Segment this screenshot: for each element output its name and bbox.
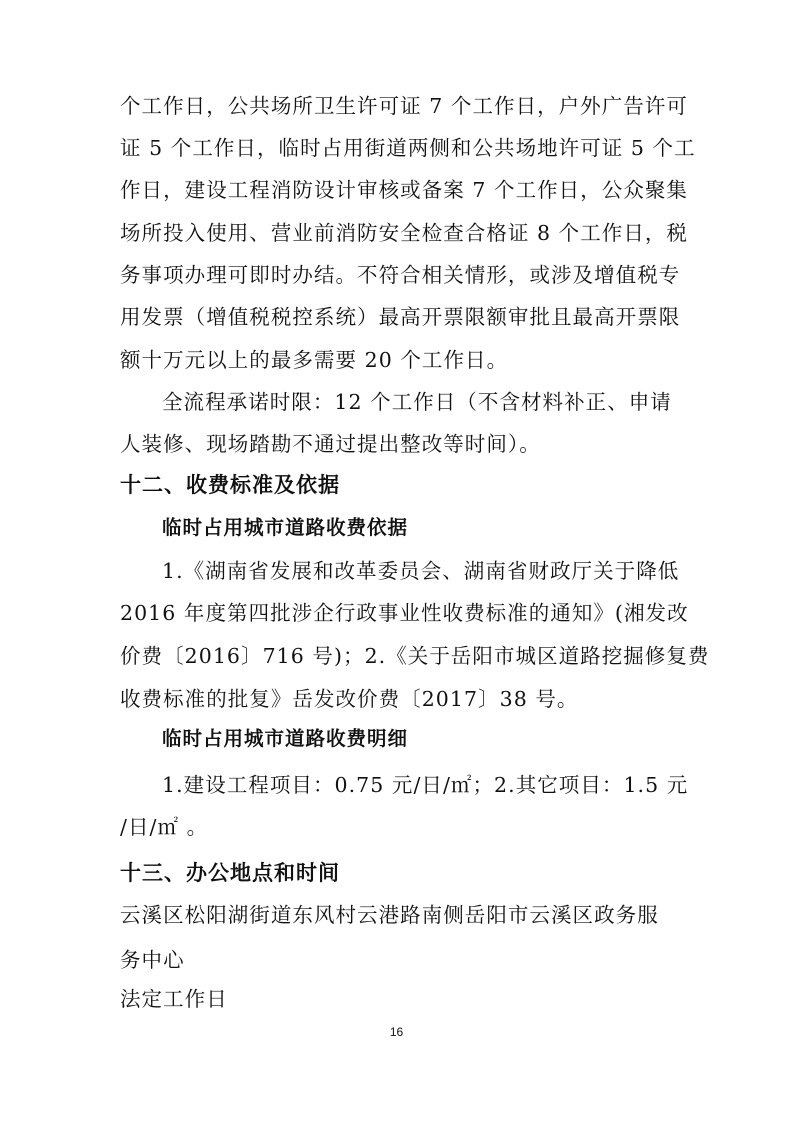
section-12-detail-line-1: 1.建设工程项目：0.75 元/日/㎡；2.其它项目：1.5 元: [162, 773, 689, 797]
paragraph-timelimits-line-4: 场所投入使用、营业前消防安全检查合格证 8 个工作日，税: [120, 221, 688, 245]
paragraph-timelimits-line-1: 个工作日，公共场所卫生许可证 7 个工作日，户外广告许可: [120, 94, 688, 118]
section-13-heading: 十三、办公地点和时间: [120, 861, 340, 885]
section-12-detail-line-2: /日/㎡ 。: [120, 815, 209, 839]
section-12-basis-line-2: 2016 年度第四批涉企行政事业性收费标准的通知》(湘发改: [120, 601, 689, 625]
paragraph-timelimits-line-3: 作日，建设工程消防设计审核或备案 7 个工作日，公众聚集: [120, 178, 688, 202]
section-12-basis-line-4: 收费标准的批复》岳发改价费〔2017〕38 号。: [120, 687, 579, 711]
page-number: 16: [389, 1025, 404, 1039]
section-13-address-line-2: 务中心: [120, 948, 185, 972]
paragraph-timelimits-line-2: 证 5 个工作日，临时占用街道两侧和公共场地许可证 5 个工: [120, 136, 696, 160]
section-12-detail-title: 临时占用城市道路收费明细: [162, 727, 409, 750]
paragraph-commitment-line-1: 全流程承诺时限：12 个工作日（不含材料补正、申请: [162, 390, 672, 414]
section-12-heading: 十二、收费标准及依据: [120, 473, 340, 497]
paragraph-commitment-line-2: 人装修、现场踏勘不通过提出整改等时间）。: [120, 432, 541, 456]
paragraph-timelimits-line-6: 用发票（增值税税控系统）最高开票限额审批且最高开票限: [120, 305, 681, 329]
section-13-address-line-1: 云溪区松阳湖街道东风村云港路南侧岳阳市云溪区政务服: [120, 903, 659, 927]
section-13-hours: 法定工作日: [120, 987, 228, 1011]
paragraph-timelimits-line-7: 额十万元以上的最多需要 20 个工作日。: [120, 348, 509, 372]
paragraph-timelimits-line-5: 务事项办理可即时办结。不符合相关情形，或涉及增值税专: [120, 263, 681, 287]
section-12-basis-title: 临时占用城市道路收费依据: [162, 516, 409, 539]
section-12-basis-line-1: 1.《湖南省发展和改革委员会、湖南省财政厅关于降低: [162, 559, 680, 583]
section-12-basis-line-3: 价费〔2016〕716 号)；2.《关于岳阳市城区道路挖掘修复费: [120, 644, 710, 668]
